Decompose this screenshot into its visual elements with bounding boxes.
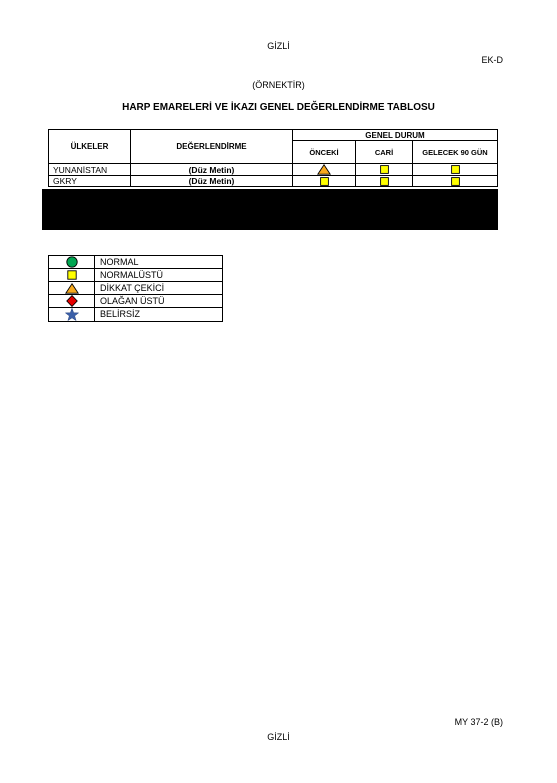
legend-table (48, 255, 223, 322)
square-icon (451, 177, 460, 186)
current-status-cell (356, 176, 413, 187)
table-row (49, 164, 498, 176)
legend-label: NORMAL (95, 256, 223, 269)
example-note: (ÖRNEKTİR) (252, 80, 305, 90)
assessment-cell: (Düz Metin) (131, 176, 293, 187)
triangle-icon (317, 164, 331, 175)
square-icon (67, 270, 77, 280)
legend-label: OLAĞAN ÜSTÜ (95, 295, 223, 308)
square-icon (380, 165, 389, 174)
legend-item (49, 269, 223, 282)
current-status-cell (356, 164, 413, 176)
document-title: HARP EMARELERİ VE İKAZI GENEL DEĞERLENDİRME TABLOSU (122, 102, 435, 113)
next-90-status-cell (413, 176, 498, 187)
legend-label: BELİRSİZ (95, 308, 223, 322)
country-cell: GKRY (49, 176, 131, 187)
square-icon (320, 177, 329, 186)
table-row (49, 176, 498, 187)
assessment-cell: (Düz Metin) (131, 164, 293, 176)
redaction-block (42, 189, 498, 230)
legend-label: DİKKAT ÇEKİCİ (95, 282, 223, 295)
previous-status-cell (293, 176, 356, 187)
circle-icon (66, 256, 78, 268)
legend-label: NORMALÜSTÜ (95, 269, 223, 282)
classification-top: GİZLİ (267, 41, 290, 51)
square-icon (451, 165, 460, 174)
header-assessment: DEĞERLENDİRME (131, 130, 293, 164)
header-current: CARİ (356, 141, 413, 164)
diamond-icon (66, 295, 78, 307)
legend-item (49, 282, 223, 295)
document-number: MY 37-2 (B) (454, 717, 503, 727)
legend-item (49, 308, 223, 322)
header-countries: ÜLKELER (49, 130, 131, 164)
legend-item (49, 256, 223, 269)
country-cell: YUNANİSTAN (49, 164, 131, 176)
annex-label: EK-D (481, 55, 503, 65)
previous-status-cell (293, 164, 356, 176)
next-90-status-cell (413, 164, 498, 176)
header-next-90-days: GELECEK 90 GÜN (413, 141, 498, 164)
classification-bottom: GİZLİ (267, 732, 290, 742)
legend-item (49, 295, 223, 308)
header-previous: ÖNCEKİ (293, 141, 356, 164)
square-icon (380, 177, 389, 186)
triangle-icon (65, 283, 79, 294)
header-general-status: GENEL DURUM (293, 130, 498, 141)
star-icon (65, 308, 79, 321)
assessment-table (48, 129, 498, 187)
